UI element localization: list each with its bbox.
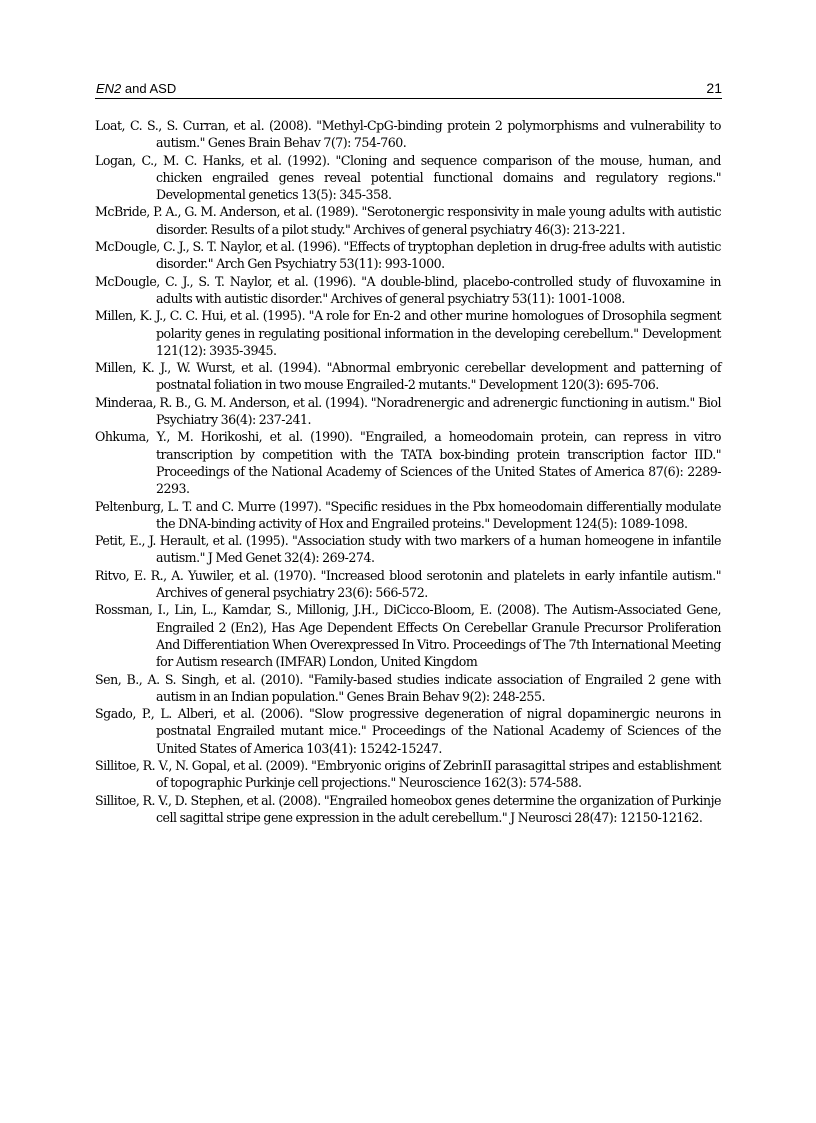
reference-entry: Sillitoe, R. V., N. Gopal, et al. (2009). "Embryonic origins of ZebrinII parasagittal stripes and establishment of topographic Purkinje cell projections." Neuroscience 162(3): 574-588. [95, 757, 721, 791]
reference-entry: Petit, E., J. Herault, et al. (1995). "Association study with two markers of a human homeogene in infantile autism." J Med Genet 32(4): 269-274. [95, 533, 721, 566]
reference-entry: Loat, C. S., S. Curran, et al. (2008). "Methyl-CpG-binding protein 2 polymorphisms and vulnerability to autism." Genes Brain Behav 7(7): 754-760. [95, 118, 721, 151]
reference-entry: Rossman, I., Lin, L., Kamdar, S., Millonig, J.H., DiCicco-Bloom, E. (2008). The Autism-Associated Gene, Engrailed 2 (En2), Has Age Dependent Effects On Cerebellar Granule Precursor Proliferation And Differentiation When Overexpressed In Vitro. Proceedings of The 7th International Meeting for Autism research (IMFAR) London, United Kingdom [95, 602, 721, 670]
reference-entry: Minderaa, R. B., G. M. Anderson, et al. (1994). "Noradrenergic and adrenergic functioning in autism." Biol Psychiatry 36(4): 237-241. [95, 394, 721, 428]
reference-entry: Ritvo, E. R., A. Yuwiler, et al. (1970). "Increased blood serotonin and platelets in early infantile autism." Archives of general psychiatry 23(6): 566-572. [95, 567, 721, 601]
page-number: 21 [706, 80, 722, 96]
reference-entry: Sillitoe, R. V., D. Stephen, et al. (2008). "Engrailed homeobox genes determine the organization of Purkinje cell sagittal stripe gene expression in the adult cerebellum." J Neurosci 28(47): 12150-12162. [95, 792, 721, 825]
header-topic: and ASD [121, 81, 177, 96]
reference-entry: Ohkuma, Y., M. Horikoshi, et al. (1990). "Engrailed, a homeodomain protein, can repress in vitro transcription by competition with the TATA box-binding protein transcription factor IID." Proceedings of the National Academy of Sciences of the United States of America 87(6): 2289-2293. [95, 429, 721, 497]
running-header [95, 80, 722, 99]
reference-entry: McDougle, C. J., S. T. Naylor, et al. (1996). "A double-blind, placebo-controlled study of fluvoxamine in adults with autistic disorder." Archives of general psychiatry 53(11): 1001-1008. [95, 273, 721, 306]
reference-entry: McBride, P. A., G. M. Anderson, et al. (1989). "Serotonergic responsivity in male young adults with autistic disorder. Results of a pilot study." Archives of general psychiatry 46(3): 213-221. [95, 204, 721, 237]
header-gene-name: EN2 [96, 81, 122, 96]
header-title [96, 81, 176, 96]
reference-entry: McDougle, C. J., S. T. Naylor, et al. (1996). "Effects of tryptophan depletion in drug-free adults with autistic disorder." Arch Gen Psychiatry 53(11): 993-1000. [95, 239, 721, 272]
reference-list [95, 117, 721, 826]
reference-entry: Millen, K. J., W. Wurst, et al. (1994). "Abnormal embryonic cerebellar development and patterning of postnatal foliation in two mouse Engrailed-2 mutants." Development 120(3): 695-706. [95, 360, 721, 393]
reference-entry: Logan, C., M. C. Hanks, et al. (1992). "Cloning and sequence comparison of the mouse, human, and chicken engrailed genes reveal potential functional domains and regulatory regions." Developmental genetics 13(5): 345-358. [95, 152, 721, 203]
reference-entry: Sen, B., A. S. Singh, et al. (2010). "Family-based studies indicate association of Engrailed 2 gene with autism in an Indian population." Genes Brain Behav 9(2): 248-255. [95, 671, 721, 704]
reference-entry: Peltenburg, L. T. and C. Murre (1997). "Specific residues in the Pbx homeodomain differentially modulate the DNA-binding activity of Hox and Engrailed proteins." Development 124(5): 1089-1098. [95, 498, 721, 531]
reference-entry: Millen, K. J., C. C. Hui, et al. (1995). "A role for En-2 and other murine homologues of Drosophila segment polarity genes in regulating positional information in the developing cerebellum." Development 121(12): 3935-3945. [95, 308, 721, 358]
reference-entry: Sgado, P., L. Alberi, et al. (2006). "Slow progressive degeneration of nigral dopaminergic neurons in postnatal Engrailed mutant mice." Proceedings of the National Academy of Sciences of the United States of America 103(41): 15242-15247. [95, 706, 721, 756]
